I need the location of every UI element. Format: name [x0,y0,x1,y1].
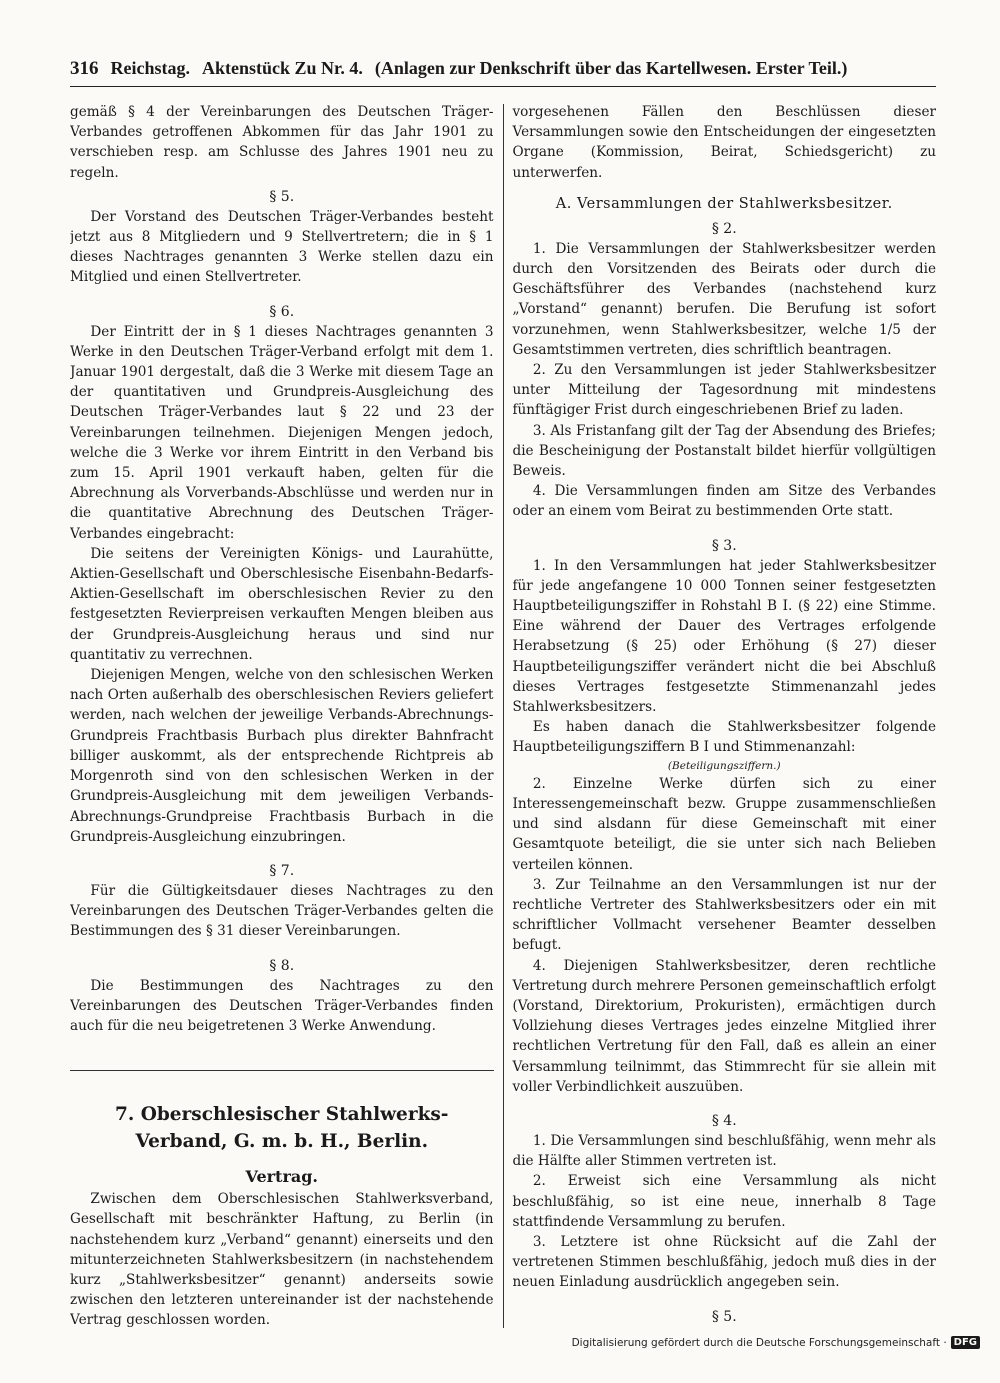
section-heading: § 5. [269,188,295,205]
paragraph: 2. Einzelne Werke dürfen sich zu einer Interessengemeinschaft bezw. Gruppe zusammenschließen und sind alsdann für diese Gemeinschaft mit einer Gesamtquote beteiligt, die sie unter sich nach Belieben verteilen können. [512,775,936,873]
paragraph: Die Bestimmungen des Nachtrages zu den Vereinbarungen des Deutschen Träger-Verbandes finden auch für die neu beigetretenen 3 Werke Anwendung. [70,977,494,1034]
paragraph: Der Eintritt der in § 1 dieses Nachtrages genannten 3 Werke in den Deutschen Träger-Verband erfolgt mit dem 1. Januar 1901 dergestalt, daß die 3 Werke mit diesem Tage an der quantitativen und Grundpreis-Ausgleichung des Deutschen Träger-Verbandes laut § 22 und 23 der Vereinbarungen teilnehmen. Diejenigen Mengen jedoch, welche die 3 Werke vor ihrem Eintritt in den Verband bis zum 15. April 1901 verkauft haben, gelten für die Abrechnung als Vorverbands-Abschlüsse und werden nur in die quantitative Abrechnung des Deutschen Träger-Verbandes eingebracht: [70,323,494,542]
paragraph [513,1327,937,1328]
header-part-title: (Anlagen zur Denkschrift über das Kartellwesen. Erster Teil.) [374,58,848,78]
header-part-reichstag: Reichstag. [110,58,190,78]
paragraph: Für die Gültigkeitsdauer dieses Nachtrages zu den Vereinbarungen des Deutschen Träger-Verbandes gelten die Bestimmungen des § 31 dieser Vereinbarungen. [70,882,494,940]
paragraph: 2. Erweist sich eine Versammlung als nicht beschlußfähig, so ist eine neue, innerhalb 8 Tage stattfindende Versammlung zu berufen. [512,1173,936,1230]
paragraph: 3. Zur Teilnahme an den Versammlungen ist nur der rechtliche Vertreter des Stahlwerksbesitzers oder ein mit schriftlicher Vollmacht versehener Beamter desselben befugt. [512,876,936,954]
subsection-heading: A. Versammlungen der Stahlwerksbesitzer. [555,195,893,212]
header-part-aktenstueck: Aktenstück Zu Nr. 4. [202,58,363,78]
dfg-logo: DFG [951,1336,980,1349]
section-heading: § 5. [711,1308,737,1325]
section-heading: § 2. [711,220,737,237]
running-header [70,58,936,87]
chapter-heading: 7. Oberschlesischer Stahlwerks-Verband, G. m. b. H., Berlin. [70,1070,494,1155]
beteiligung-note: (Beteiligungsziffern.) [667,759,781,772]
paragraph: 4. Die Versammlungen finden am Sitze des Verbandes oder an einem vom Beirat zu bestimmenden Orte statt. [512,483,936,520]
paragraph: Die seitens der Vereinigten Königs- und Laurahütte, Aktien-Gesellschaft und Oberschlesische Eisenbahn-Bedarfs-Aktien-Gesellschaft im oberschlesischen Revier zu den festgesetzten Revierpreisen verkauften Mengen bleiben aus der Grundpreis-Ausgleichung heraus und sind nur quantitativ zu verrechnen. [70,545,494,663]
right-column [504,102,937,1328]
section-heading: § 3. [711,537,737,554]
paragraph: 1. Die Versammlungen der Stahlwerksbesitzer werden durch den Vorsitzenden des Beirats oder durch die Geschäftsführer des Verbandes (nachstehend kurz „Vorstand“ genannt) berufen. Die Berufung ist sofort vorzunehmen, wenn Stahlwerksbesitzer, welche 1/5 der Gesamtstimmen vertreten, dies schriftlich beantragen. [512,240,936,358]
section-heading: § 6. [269,303,295,320]
paragraph: 2. Zu den Versammlungen ist jeder Stahlwerksbesitzer unter Mitteilung der Tagesordnung mit mindestens fünftägiger Frist durch eingeschriebenen Brief zu laden. [512,362,936,419]
paragraph: 3. Letztere ist ohne Rücksicht auf die Zahl der vertretenen Stimmen beschlußfähig, jedoch muß dies in der neuen Einladung ausdrücklich angegeben sein. [512,1233,936,1291]
section-heading: § 7. [269,862,295,879]
digitization-footer [572,1336,980,1349]
paragraph: 4. Diejenigen Stahlwerksbesitzer, deren rechtliche Vertretung durch mehrere Personen gemeinschaftlich erfolgt (Vorstand, Direktorium, Prokuristen), ermächtigen durch Vollziehung dieses Vertrages jedes einzelne Mitglied ihrer rechtlichen Vertretung für den Fall, daß es allein an einer Versammlung teilnimmt, das Stimmrecht für sie allein mit voller Verbindlichkeit auszuüben. [512,957,936,1095]
page-number: 316 [70,58,99,79]
left-column [70,102,503,1328]
paragraph: Der Vorstand des Deutschen Träger-Verbandes besteht jetzt aus 8 Mitgliedern und 9 Stellvertretern; die in § 1 dieses Nachtrages genannten 3 Werke stellen dazu ein Mitglied und einen Stellvertreter. [70,208,494,286]
footer-text: Digitalisierung gefördert durch die Deutsche Forschungsgemeinschaft · [571,1336,947,1349]
paragraph: Es haben danach die Stahlwerksbesitzer folgende Hauptbeteiligungsziffern B I und Stimmenanzahl: [512,719,936,756]
paragraph: gemäß § 4 der Vereinbarungen des Deutschen Träger-Verbandes getroffenen Abkommen für das Jahr 1901 zu verschieben resp. am Schlusse des Jahres 1901 neu zu regeln. [70,104,494,181]
paragraph: Zwischen dem Oberschlesischen Stahlwerksverband, Gesellschaft mit beschränkter Haftung, zu Berlin (in nachstehendem kurz „Verband“ genannt) einerseits und den mitunterzeichneten Stahlwerksbesitzern (in nachstehendem kurz „Stahlwerksbesitzer“ genannt) anderseits sowie zwischen den letzteren untereinander ist der nachstehende Vertrag geschlossen worden. [70,1191,494,1328]
vertrag-heading: Vertrag. [245,1167,318,1187]
paragraph: 1. Die Versammlungen sind beschlußfähig, wenn mehr als die Hälfte aller Stimmen vertreten ist. [512,1132,936,1170]
section-heading: § 8. [269,957,295,974]
document-page [70,58,936,1328]
two-column-body [70,102,936,1328]
paragraph: 1. In den Versammlungen hat jeder Stahlwerksbesitzer für jede angefangene 10 000 Tonnen seiner festgesetzten Hauptbeteiligungsziffer in Rohstahl B I. (§ 22) eine Stimme. Eine während der Dauer des Vertrages erfolgende Herabsetzung (§ 25) oder Erhöhung (§ 27) dieser Hauptbeteiligungsziffer verändert nicht die bei Abschluß dieses Vertrages festgesetzte Stimmenanzahl jedes Stahlwerksbesitzers. [512,557,936,716]
paragraph: 3. Als Fristanfang gilt der Tag der Absendung des Briefes; die Bescheinigung der Postanstalt bildet hierfür vollgültigen Beweis. [512,422,936,480]
paragraph: Diejenigen Mengen, welche von den schlesischen Werken nach Orten außerhalb des oberschlesischen Reviers geliefert werden, nach welchen der jeweilige Verbands-Abrechnungs-Grundpreis Frachtbasis Burbach plus direkter Bahnfracht billiger auskommt, als der entsprechende Richtpreis ab Morgenroth sind von den schlesischen Werken in der Grundpreis-Ausgleichung mit dem jeweiligen Verbands-Abrechnungs-Grundpreise Frachtbasis Burbach in die Grundpreis-Ausgleichung einzubringen. [70,667,494,845]
paragraph: vorgesehenen Fällen den Beschlüssen dieser Versammlungen sowie den Entscheidungen der eingesetzten Organe (Kommission, Beirat, Schiedsgericht) zu unterwerfen. [512,104,936,181]
section-heading: § 4. [711,1112,737,1129]
